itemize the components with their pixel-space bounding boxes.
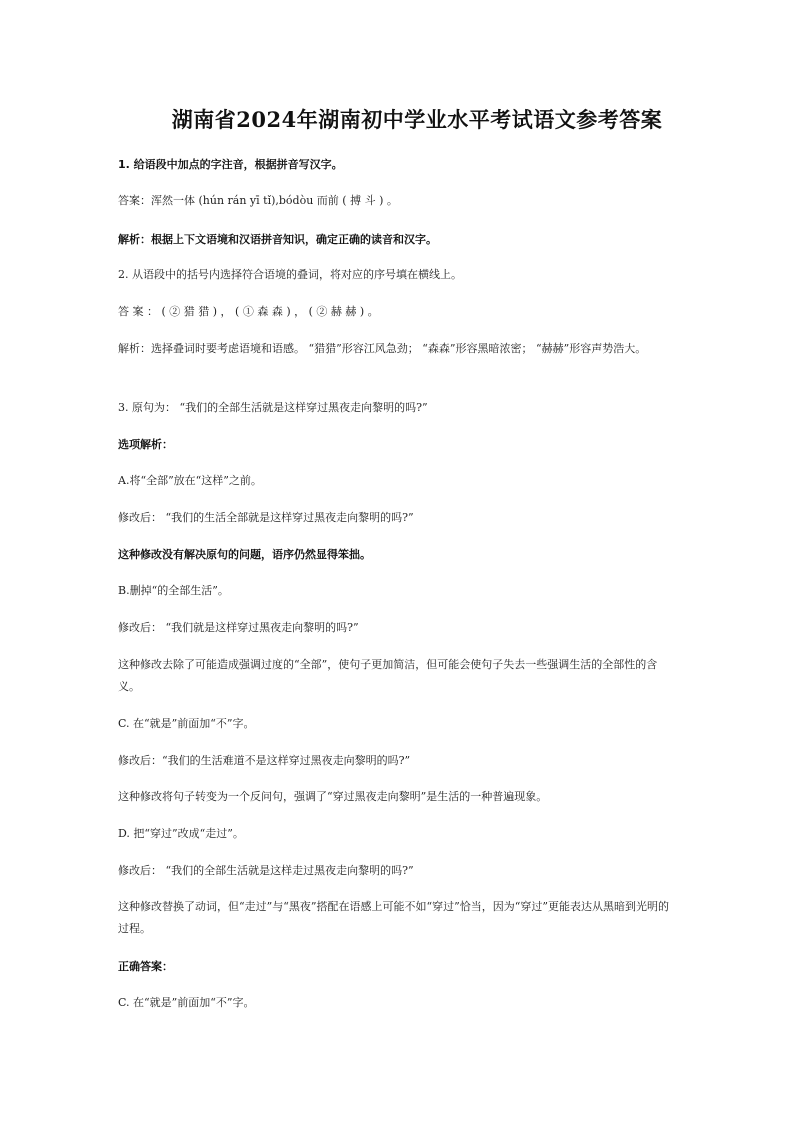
option-a-revised: 修改后： “我们的生活全部就是这样穿过黑夜走向黎明的吗?”: [118, 511, 414, 524]
answer-2: 答 案 ： ( ② 猎 猎 ) ， ( ① 森 森 ) ， ( ② 赫 赫 ) 。: [118, 305, 379, 318]
option-c-comment: 这种修改将句子转变为一个反问句，强调了“穿过黑夜走向黎明”是生活的一种普遍现象。: [118, 790, 548, 803]
option-b: B.删掉“的全部生活”。: [118, 584, 229, 597]
option-b-revised: 修改后： “我们就是这样穿过黑夜走向黎明的吗?”: [118, 621, 359, 634]
question-3: 3. 原句为： “我们的全部生活就是这样穿过黑夜走向黎明的吗?”: [118, 401, 428, 414]
options-heading: 选项解析：: [118, 438, 173, 451]
correct-answer-heading: 正确答案：: [118, 960, 173, 973]
option-a: A.将“全部”放在“这样”之前。: [118, 474, 262, 487]
option-d: D. 把“穿过”改成“走过”。: [118, 827, 244, 840]
analysis-1: 解析：根据上下文语境和汉语拼音知识，确定正确的读音和汉字。: [118, 233, 437, 246]
option-b-comment: 这种修改去除了可能造成强调过度的“全部”，使句子更加简洁，但可能会使句子失去一些强调生活的全部性的含义。: [118, 658, 658, 693]
correct-answer: C. 在“就是”前面加“不”字。: [118, 996, 255, 1009]
analysis-2: 解析：选择叠词时要考虑语境和语感。 “猎猎”形容江风急劲； “森森”形容黑暗浓密； “赫赫”形容声势浩大。: [118, 342, 647, 355]
answer-1: 答案：浑然一体 (hún rán yī tǐ),bódòu 而前 ( 搏 斗 ) 。: [118, 194, 398, 207]
option-a-comment: 这种修改没有解决原句的问题，语序仍然显得笨拙。: [118, 548, 371, 561]
option-c: C. 在“就是”前面加“不”字。: [118, 717, 255, 730]
option-c-revised: 修改后：“我们的生活难道不是这样穿过黑夜走向黎明的吗?”: [118, 754, 411, 767]
question-1: 1. 给语段中加点的字注音，根据拼音写汉字。: [118, 158, 343, 171]
document-title: 湖南省2024年湖南初中学业水平考试语文参考答案: [171, 107, 663, 132]
question-2: 2. 从语段中的括号内选择符合语境的叠词，将对应的序号填在横线上。: [118, 268, 462, 281]
option-d-revised: 修改后： “我们的全部生活就是这样走过黑夜走向黎明的吗?”: [118, 864, 414, 877]
option-d-comment: 这种修改替换了动词，但“走过”与“黑夜”搭配在语感上可能不如“穿过”恰当，因为“穿过”更能表达从黑暗到光明的过程。: [118, 900, 669, 935]
